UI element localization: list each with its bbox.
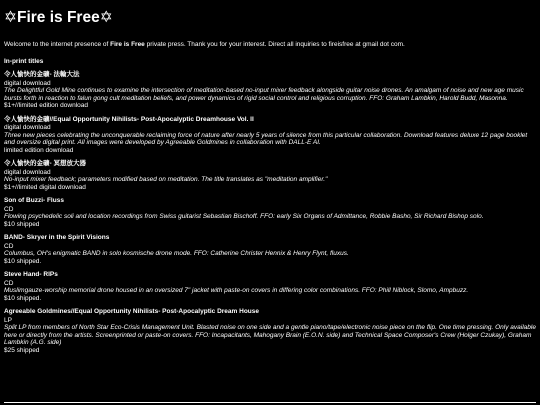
release-title: 令人愉快的金礦- 法輪大法	[4, 71, 80, 78]
release-description: Muslimgauze-worship memorial drone housed in an oversized 7" jacket with paste-on covers in differing color combinations. FFO: Phill Niblock, Slomo, Ampbuzz.	[4, 287, 469, 294]
release-price: $10 shipped	[4, 220, 40, 228]
release-item	[4, 271, 536, 302]
release-item	[4, 71, 536, 110]
release-description: Split LP from members of North Star Eco-Crisis Management Unit. Blasted noise on one side and a gentle piano/tape/electronic noise piece on the flip. One time pressing. Only available here or directly from the artists. Screenprinted or paste-on covers. FFO: Incapacitants, Mahogany Brain (E.O.N. side) and Technical Space Composer's Crew (Holger Czukay), Graham Lambkin (A.G. side)	[4, 324, 536, 346]
in-print-heading: In-print titles	[4, 58, 44, 65]
bottom-divider	[4, 402, 536, 403]
release-price: $25 shipped	[4, 346, 40, 354]
intro-press-name: Fire is Free	[110, 41, 145, 48]
release-price: $10 shipped.	[4, 257, 42, 265]
release-format: digital download	[4, 124, 51, 131]
release-format: CD	[4, 242, 14, 250]
release-title: Agreeable Goldmines//Equal Opportunity Nihilists- Post-Apocalyptic Dream House	[4, 308, 259, 315]
release-title: 令人愉快的金礦//Equal Opportunity Nihilists- Post-Apocalyptic Dreamhouse Vol. II	[4, 115, 254, 123]
intro-before: Welcome to the internet presence of	[4, 41, 111, 48]
release-price: limited edition download	[4, 146, 74, 154]
release-description: No-input mixer feedback; parameters modified based on meditation. The title translates as "meditation amplifier."	[4, 176, 328, 183]
page-content	[4, 8, 536, 360]
release-list	[4, 71, 536, 354]
release-price: $1+//limited digital download	[4, 183, 86, 191]
release-title: BAND- Skryer in the Spirit Visions	[4, 234, 110, 241]
release-item	[4, 160, 536, 191]
intro-text	[4, 40, 536, 49]
site-title: ✡Fire is Free✡	[4, 9, 113, 26]
release-description: Three new pieces celebrating the unconquerable reclaiming force of nature after nearly 5 years of silence from this particular collaboration. Download features deluxe 12 page booklet and oversize digital print. All images were developed by Agreeable Goldmines in collaboration with DALL-E AI.	[4, 131, 528, 146]
release-format: digital download	[4, 79, 51, 87]
release-title: Son of Buzzi- Fluss	[4, 197, 64, 204]
release-item	[4, 308, 536, 354]
release-format: CD	[4, 279, 14, 287]
release-item	[4, 116, 536, 155]
release-description: Flowing psychedelic soli and location recordings from Swiss guitarist Sebastian Bischoff. FFO: early Six Organs of Admittance, Robbie Basho, Sir Richard Bishop solo.	[4, 213, 484, 220]
release-title: 令人愉快的金礦- 冥想放大器	[4, 160, 86, 167]
release-item	[4, 234, 536, 265]
release-description: The Delightful Gold Mine continues to examine the intersection of meditation-based no-input mixer feedback alongside guitar noise drones. An amalgam of noise and new age music bursts forth in reaction to falun gong cult meditation beliefs, and power dynamics of rigid social control and religious corruption. FFO: Graham Lambkin, Harold Budd, Masonna.	[4, 87, 524, 102]
intro-after: private press. Thank you for your interest. Direct all inquiries to fireisfree at gmail dot com.	[144, 41, 405, 48]
release-format: CD	[4, 205, 14, 213]
release-title: Steve Hand- RIPs	[4, 271, 58, 278]
release-description: Columbus, OH's enigmatic BAND in solo kosmische drone mode. FFO: Catherine Christer Hennix & Henry Flynt, fluxus.	[4, 250, 349, 257]
release-price: $1+//limited edition download	[4, 102, 89, 109]
release-item	[4, 197, 536, 228]
release-format: digital download	[4, 168, 51, 176]
release-format: LP	[4, 316, 12, 324]
release-price: $10 shipped.	[4, 294, 42, 302]
